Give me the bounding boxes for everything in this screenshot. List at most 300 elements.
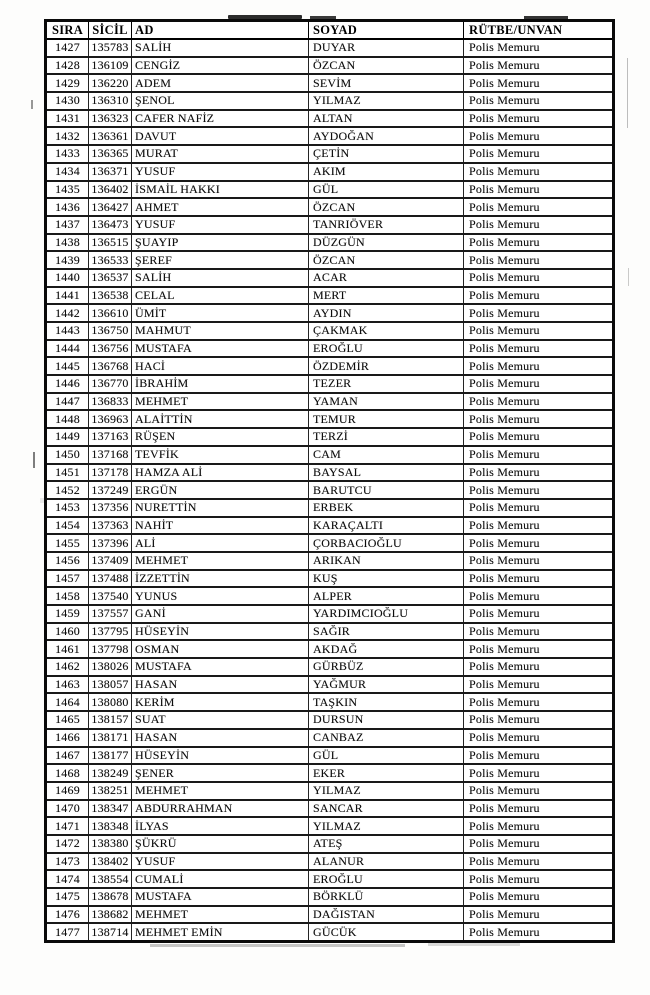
cell-ad: ADEM bbox=[132, 74, 309, 92]
cell-ad: MEHMET bbox=[132, 906, 309, 924]
cell-rutbe: Polis Memuru bbox=[464, 764, 614, 782]
cell-sira: 1470 bbox=[46, 800, 89, 818]
cell-sira: 1467 bbox=[46, 747, 89, 765]
cell-ad: ERGÜN bbox=[132, 481, 309, 499]
cell-sira: 1430 bbox=[46, 92, 89, 110]
cell-sira: 1438 bbox=[46, 234, 89, 252]
cell-sira: 1427 bbox=[46, 39, 89, 57]
cell-sicil: 137798 bbox=[89, 640, 132, 658]
cell-ad: SALİH bbox=[132, 269, 309, 287]
cell-rutbe: Polis Memuru bbox=[464, 163, 614, 181]
cell-ad: MUSTAFA bbox=[132, 340, 309, 358]
cell-sicil: 138080 bbox=[89, 693, 132, 711]
cell-ad: MEHMET bbox=[132, 782, 309, 800]
cell-ad: ŞENER bbox=[132, 764, 309, 782]
table-row bbox=[46, 764, 614, 782]
table-row bbox=[46, 74, 614, 92]
cell-sira: 1454 bbox=[46, 517, 89, 535]
table-row bbox=[46, 870, 614, 888]
cell-soyad: BARUTCU bbox=[309, 481, 464, 499]
cell-rutbe: Polis Memuru bbox=[464, 888, 614, 906]
cell-sicil: 136361 bbox=[89, 127, 132, 145]
cell-sicil: 136756 bbox=[89, 340, 132, 358]
cell-sira: 1466 bbox=[46, 729, 89, 747]
scan-artifact bbox=[628, 268, 629, 286]
table-row bbox=[46, 552, 614, 570]
table-row bbox=[46, 640, 614, 658]
table-row bbox=[46, 906, 614, 924]
cell-rutbe: Polis Memuru bbox=[464, 39, 614, 57]
cell-rutbe: Polis Memuru bbox=[464, 304, 614, 322]
cell-rutbe: Polis Memuru bbox=[464, 234, 614, 252]
cell-sira: 1450 bbox=[46, 446, 89, 464]
cell-soyad: CANBAZ bbox=[309, 729, 464, 747]
cell-rutbe: Polis Memuru bbox=[464, 269, 614, 287]
cell-sicil: 137163 bbox=[89, 428, 132, 446]
cell-ad: ŞÜKRÜ bbox=[132, 835, 309, 853]
cell-sira: 1471 bbox=[46, 817, 89, 835]
table-row bbox=[46, 198, 614, 216]
cell-soyad: DUYAR bbox=[309, 39, 464, 57]
cell-ad: OSMAN bbox=[132, 640, 309, 658]
cell-soyad: SEVİM bbox=[309, 74, 464, 92]
cell-ad: HACİ bbox=[132, 357, 309, 375]
cell-sicil: 136473 bbox=[89, 216, 132, 234]
table-row bbox=[46, 393, 614, 411]
cell-soyad: AYDOĞAN bbox=[309, 127, 464, 145]
cell-ad: NURETTİN bbox=[132, 499, 309, 517]
cell-rutbe: Polis Memuru bbox=[464, 145, 614, 163]
cell-rutbe: Polis Memuru bbox=[464, 605, 614, 623]
column-header-sira: SIRA bbox=[46, 21, 89, 40]
cell-sicil: 138249 bbox=[89, 764, 132, 782]
cell-ad: KERİM bbox=[132, 693, 309, 711]
cell-soyad: EKER bbox=[309, 764, 464, 782]
cell-sicil: 137540 bbox=[89, 587, 132, 605]
cell-rutbe: Polis Memuru bbox=[464, 110, 614, 128]
cell-rutbe: Polis Memuru bbox=[464, 322, 614, 340]
scan-artifact bbox=[627, 58, 628, 128]
cell-soyad: BÖRKLÜ bbox=[309, 888, 464, 906]
cell-soyad: TAŞKIN bbox=[309, 693, 464, 711]
cell-sira: 1441 bbox=[46, 287, 89, 305]
table-row bbox=[46, 817, 614, 835]
cell-soyad: ÖZCAN bbox=[309, 198, 464, 216]
cell-ad: GANİ bbox=[132, 605, 309, 623]
cell-rutbe: Polis Memuru bbox=[464, 711, 614, 729]
table-row bbox=[46, 375, 614, 393]
table-row bbox=[46, 39, 614, 57]
table-row bbox=[46, 800, 614, 818]
cell-sira: 1463 bbox=[46, 676, 89, 694]
table-row bbox=[46, 888, 614, 906]
scan-artifact bbox=[31, 100, 33, 109]
cell-sicil: 137795 bbox=[89, 623, 132, 641]
cell-ad: YUSUF bbox=[132, 163, 309, 181]
table-row bbox=[46, 729, 614, 747]
cell-ad: DAVUT bbox=[132, 127, 309, 145]
cell-sira: 1461 bbox=[46, 640, 89, 658]
cell-rutbe: Polis Memuru bbox=[464, 410, 614, 428]
cell-sira: 1477 bbox=[46, 923, 89, 941]
cell-rutbe: Polis Memuru bbox=[464, 623, 614, 641]
cell-sicil: 138171 bbox=[89, 729, 132, 747]
cell-rutbe: Polis Memuru bbox=[464, 287, 614, 305]
cell-ad: HÜSEYİN bbox=[132, 747, 309, 765]
cell-sira: 1444 bbox=[46, 340, 89, 358]
cell-ad: İLYAS bbox=[132, 817, 309, 835]
cell-ad: HASAN bbox=[132, 676, 309, 694]
table-row bbox=[46, 481, 614, 499]
cell-ad: MURAT bbox=[132, 145, 309, 163]
cell-sicil: 138177 bbox=[89, 747, 132, 765]
cell-ad: ALİ bbox=[132, 534, 309, 552]
cell-rutbe: Polis Memuru bbox=[464, 835, 614, 853]
cell-rutbe: Polis Memuru bbox=[464, 870, 614, 888]
table-row bbox=[46, 446, 614, 464]
cell-soyad: BAYSAL bbox=[309, 464, 464, 482]
table-row bbox=[46, 92, 614, 110]
cell-soyad: TERZİ bbox=[309, 428, 464, 446]
cell-ad: İSMAİL HAKKI bbox=[132, 181, 309, 199]
table-row bbox=[46, 304, 614, 322]
cell-ad: CENGİZ bbox=[132, 57, 309, 75]
cell-soyad: DURSUN bbox=[309, 711, 464, 729]
cell-sira: 1439 bbox=[46, 251, 89, 269]
table-row bbox=[46, 693, 614, 711]
cell-soyad: ERBEK bbox=[309, 499, 464, 517]
column-header-sicil: SİCİL bbox=[89, 21, 132, 40]
cell-sira: 1449 bbox=[46, 428, 89, 446]
cell-ad: İBRAHİM bbox=[132, 375, 309, 393]
cell-sicil: 137396 bbox=[89, 534, 132, 552]
cell-sicil: 137363 bbox=[89, 517, 132, 535]
cell-ad: MEHMET bbox=[132, 393, 309, 411]
cell-soyad: EROĞLU bbox=[309, 340, 464, 358]
column-header-ad: AD bbox=[132, 21, 309, 40]
cell-soyad: YAMAN bbox=[309, 393, 464, 411]
scan-artifact bbox=[150, 944, 405, 947]
cell-sicil: 137488 bbox=[89, 570, 132, 588]
cell-rutbe: Polis Memuru bbox=[464, 499, 614, 517]
cell-sira: 1445 bbox=[46, 357, 89, 375]
cell-sicil: 136323 bbox=[89, 110, 132, 128]
cell-rutbe: Polis Memuru bbox=[464, 658, 614, 676]
cell-soyad: KUŞ bbox=[309, 570, 464, 588]
cell-soyad: DAĞISTAN bbox=[309, 906, 464, 924]
cell-sira: 1428 bbox=[46, 57, 89, 75]
table-row bbox=[46, 570, 614, 588]
table-row bbox=[46, 782, 614, 800]
cell-rutbe: Polis Memuru bbox=[464, 251, 614, 269]
cell-rutbe: Polis Memuru bbox=[464, 729, 614, 747]
cell-rutbe: Polis Memuru bbox=[464, 481, 614, 499]
cell-soyad: EROĞLU bbox=[309, 870, 464, 888]
cell-soyad: AKDAĞ bbox=[309, 640, 464, 658]
cell-rutbe: Polis Memuru bbox=[464, 517, 614, 535]
cell-rutbe: Polis Memuru bbox=[464, 800, 614, 818]
cell-ad: SUAT bbox=[132, 711, 309, 729]
cell-sira: 1446 bbox=[46, 375, 89, 393]
cell-sicil: 138057 bbox=[89, 676, 132, 694]
cell-soyad: ÖZDEMİR bbox=[309, 357, 464, 375]
cell-sicil: 136365 bbox=[89, 145, 132, 163]
cell-sicil: 137249 bbox=[89, 481, 132, 499]
table-row bbox=[46, 676, 614, 694]
cell-ad: MUSTAFA bbox=[132, 658, 309, 676]
cell-sicil: 136427 bbox=[89, 198, 132, 216]
cell-sira: 1455 bbox=[46, 534, 89, 552]
cell-rutbe: Polis Memuru bbox=[464, 216, 614, 234]
cell-soyad: DÜZGÜN bbox=[309, 234, 464, 252]
cell-ad: ÜMİT bbox=[132, 304, 309, 322]
cell-soyad: KARAÇALTI bbox=[309, 517, 464, 535]
cell-sicil: 136833 bbox=[89, 393, 132, 411]
cell-sira: 1453 bbox=[46, 499, 89, 517]
cell-ad: ŞUAYIP bbox=[132, 234, 309, 252]
cell-soyad: AYDIN bbox=[309, 304, 464, 322]
cell-sicil: 138678 bbox=[89, 888, 132, 906]
cell-sira: 1433 bbox=[46, 145, 89, 163]
cell-rutbe: Polis Memuru bbox=[464, 92, 614, 110]
cell-sira: 1458 bbox=[46, 587, 89, 605]
table-row bbox=[46, 623, 614, 641]
cell-sira: 1437 bbox=[46, 216, 89, 234]
cell-ad: HAMZA ALİ bbox=[132, 464, 309, 482]
cell-soyad: ATEŞ bbox=[309, 835, 464, 853]
cell-sicil: 138682 bbox=[89, 906, 132, 924]
table-row bbox=[46, 499, 614, 517]
cell-soyad: ALTAN bbox=[309, 110, 464, 128]
cell-sira: 1443 bbox=[46, 322, 89, 340]
cell-sira: 1451 bbox=[46, 464, 89, 482]
cell-sicil: 136220 bbox=[89, 74, 132, 92]
cell-ad: HASAN bbox=[132, 729, 309, 747]
cell-ad: ŞEREF bbox=[132, 251, 309, 269]
table-row bbox=[46, 110, 614, 128]
cell-sicil: 138402 bbox=[89, 853, 132, 871]
cell-sicil: 137557 bbox=[89, 605, 132, 623]
table-row bbox=[46, 747, 614, 765]
cell-rutbe: Polis Memuru bbox=[464, 446, 614, 464]
cell-sicil: 136402 bbox=[89, 181, 132, 199]
cell-sira: 1474 bbox=[46, 870, 89, 888]
cell-rutbe: Polis Memuru bbox=[464, 906, 614, 924]
cell-soyad: YAĞMUR bbox=[309, 676, 464, 694]
cell-soyad: YILMAZ bbox=[309, 817, 464, 835]
cell-sicil: 137409 bbox=[89, 552, 132, 570]
cell-rutbe: Polis Memuru bbox=[464, 853, 614, 871]
cell-soyad: YILMAZ bbox=[309, 92, 464, 110]
cell-sira: 1431 bbox=[46, 110, 89, 128]
cell-sicil: 136538 bbox=[89, 287, 132, 305]
cell-ad: CUMALİ bbox=[132, 870, 309, 888]
column-header-soyad: SOYAD bbox=[309, 21, 464, 40]
cell-ad: ŞENOL bbox=[132, 92, 309, 110]
cell-rutbe: Polis Memuru bbox=[464, 393, 614, 411]
cell-rutbe: Polis Memuru bbox=[464, 676, 614, 694]
scan-artifact bbox=[428, 943, 520, 946]
cell-sicil: 138026 bbox=[89, 658, 132, 676]
cell-rutbe: Polis Memuru bbox=[464, 747, 614, 765]
cell-sira: 1462 bbox=[46, 658, 89, 676]
cell-sicil: 136963 bbox=[89, 410, 132, 428]
table-row bbox=[46, 181, 614, 199]
table-row bbox=[46, 853, 614, 871]
cell-rutbe: Polis Memuru bbox=[464, 127, 614, 145]
cell-rutbe: Polis Memuru bbox=[464, 923, 614, 941]
cell-sicil: 136533 bbox=[89, 251, 132, 269]
table-row bbox=[46, 340, 614, 358]
cell-soyad: ÇAKMAK bbox=[309, 322, 464, 340]
cell-sicil: 136770 bbox=[89, 375, 132, 393]
cell-soyad: ACAR bbox=[309, 269, 464, 287]
cell-sicil: 136750 bbox=[89, 322, 132, 340]
cell-rutbe: Polis Memuru bbox=[464, 181, 614, 199]
table-row bbox=[46, 517, 614, 535]
cell-rutbe: Polis Memuru bbox=[464, 340, 614, 358]
cell-sicil: 138714 bbox=[89, 923, 132, 941]
cell-sira: 1457 bbox=[46, 570, 89, 588]
table-row bbox=[46, 357, 614, 375]
cell-soyad: ARIKAN bbox=[309, 552, 464, 570]
table-row bbox=[46, 923, 614, 941]
personnel-table bbox=[44, 19, 615, 943]
cell-soyad: ALANUR bbox=[309, 853, 464, 871]
cell-soyad: SAĞIR bbox=[309, 623, 464, 641]
cell-ad: MEHMET bbox=[132, 552, 309, 570]
table-row bbox=[46, 57, 614, 75]
header-row bbox=[46, 21, 614, 40]
cell-sira: 1473 bbox=[46, 853, 89, 871]
cell-rutbe: Polis Memuru bbox=[464, 782, 614, 800]
table-row bbox=[46, 127, 614, 145]
cell-sicil: 137178 bbox=[89, 464, 132, 482]
cell-ad: MUSTAFA bbox=[132, 888, 309, 906]
cell-sira: 1434 bbox=[46, 163, 89, 181]
cell-sira: 1452 bbox=[46, 481, 89, 499]
table-row bbox=[46, 216, 614, 234]
table-row bbox=[46, 251, 614, 269]
cell-rutbe: Polis Memuru bbox=[464, 464, 614, 482]
table-row bbox=[46, 464, 614, 482]
cell-ad: MAHMUT bbox=[132, 322, 309, 340]
table-row bbox=[46, 269, 614, 287]
cell-sira: 1440 bbox=[46, 269, 89, 287]
table-row bbox=[46, 605, 614, 623]
cell-ad: NAHİT bbox=[132, 517, 309, 535]
table-row bbox=[46, 587, 614, 605]
cell-rutbe: Polis Memuru bbox=[464, 640, 614, 658]
table-row bbox=[46, 163, 614, 181]
cell-ad: RÜŞEN bbox=[132, 428, 309, 446]
cell-sira: 1448 bbox=[46, 410, 89, 428]
table-row bbox=[46, 428, 614, 446]
table-row bbox=[46, 322, 614, 340]
cell-rutbe: Polis Memuru bbox=[464, 198, 614, 216]
cell-sicil: 138157 bbox=[89, 711, 132, 729]
table-body bbox=[46, 39, 614, 942]
cell-ad: HÜSEYİN bbox=[132, 623, 309, 641]
cell-ad: CAFER NAFİZ bbox=[132, 110, 309, 128]
table-row bbox=[46, 410, 614, 428]
cell-soyad: ÇORBACIOĞLU bbox=[309, 534, 464, 552]
cell-rutbe: Polis Memuru bbox=[464, 534, 614, 552]
cell-sira: 1468 bbox=[46, 764, 89, 782]
cell-soyad: GÜCÜK bbox=[309, 923, 464, 941]
cell-soyad: TEZER bbox=[309, 375, 464, 393]
cell-sira: 1472 bbox=[46, 835, 89, 853]
table-row bbox=[46, 711, 614, 729]
cell-soyad: TEMUR bbox=[309, 410, 464, 428]
cell-rutbe: Polis Memuru bbox=[464, 375, 614, 393]
cell-sicil: 138347 bbox=[89, 800, 132, 818]
cell-sicil: 135783 bbox=[89, 39, 132, 57]
cell-rutbe: Polis Memuru bbox=[464, 57, 614, 75]
cell-ad: YUSUF bbox=[132, 216, 309, 234]
cell-rutbe: Polis Memuru bbox=[464, 552, 614, 570]
table-row bbox=[46, 658, 614, 676]
cell-rutbe: Polis Memuru bbox=[464, 587, 614, 605]
cell-rutbe: Polis Memuru bbox=[464, 693, 614, 711]
cell-soyad: GÜRBÜZ bbox=[309, 658, 464, 676]
cell-ad: MEHMET EMİN bbox=[132, 923, 309, 941]
table-row bbox=[46, 287, 614, 305]
cell-sira: 1432 bbox=[46, 127, 89, 145]
cell-rutbe: Polis Memuru bbox=[464, 357, 614, 375]
table-row bbox=[46, 145, 614, 163]
cell-soyad: ÖZCAN bbox=[309, 251, 464, 269]
cell-soyad: TANRIÖVER bbox=[309, 216, 464, 234]
cell-ad: AHMET bbox=[132, 198, 309, 216]
cell-sira: 1436 bbox=[46, 198, 89, 216]
column-header-rutbe: RÜTBE/UNVAN bbox=[464, 21, 614, 40]
cell-sira: 1429 bbox=[46, 74, 89, 92]
cell-sicil: 136768 bbox=[89, 357, 132, 375]
cell-soyad: CAM bbox=[309, 446, 464, 464]
cell-ad: ABDURRAHMAN bbox=[132, 800, 309, 818]
cell-sicil: 136310 bbox=[89, 92, 132, 110]
table-row bbox=[46, 534, 614, 552]
cell-sira: 1435 bbox=[46, 181, 89, 199]
cell-sicil: 137356 bbox=[89, 499, 132, 517]
cell-sicil: 137168 bbox=[89, 446, 132, 464]
cell-soyad: SANCAR bbox=[309, 800, 464, 818]
cell-rutbe: Polis Memuru bbox=[464, 570, 614, 588]
cell-ad: ALAİTTİN bbox=[132, 410, 309, 428]
cell-sira: 1459 bbox=[46, 605, 89, 623]
scan-artifact bbox=[33, 452, 35, 468]
cell-sicil: 136610 bbox=[89, 304, 132, 322]
cell-sicil: 136537 bbox=[89, 269, 132, 287]
table-row bbox=[46, 234, 614, 252]
cell-ad: İZZETTİN bbox=[132, 570, 309, 588]
cell-ad: YUSUF bbox=[132, 853, 309, 871]
cell-sicil: 138348 bbox=[89, 817, 132, 835]
cell-soyad: YILMAZ bbox=[309, 782, 464, 800]
cell-ad: TEVFİK bbox=[132, 446, 309, 464]
cell-soyad: ALPER bbox=[309, 587, 464, 605]
cell-sira: 1460 bbox=[46, 623, 89, 641]
cell-ad: CELAL bbox=[132, 287, 309, 305]
cell-sira: 1447 bbox=[46, 393, 89, 411]
cell-sicil: 136109 bbox=[89, 57, 132, 75]
cell-soyad: ÇETİN bbox=[309, 145, 464, 163]
cell-soyad: MERT bbox=[309, 287, 464, 305]
cell-rutbe: Polis Memuru bbox=[464, 428, 614, 446]
cell-sira: 1476 bbox=[46, 906, 89, 924]
cell-sicil: 138554 bbox=[89, 870, 132, 888]
